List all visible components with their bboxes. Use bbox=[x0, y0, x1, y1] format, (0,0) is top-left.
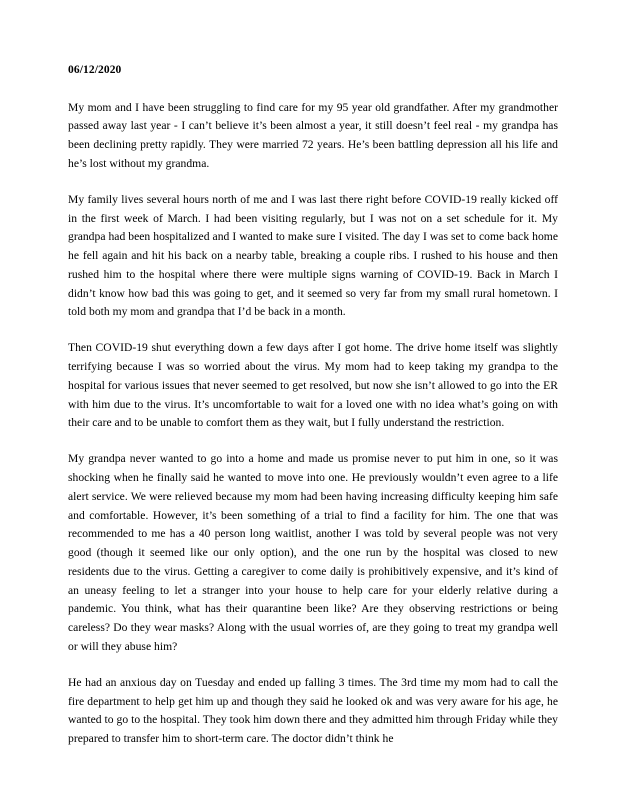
document-body bbox=[68, 99, 558, 749]
paragraph: My mom and I have been struggling to find care for my 95 year old grandfather. After my grandmother passed away last year - I can’t believe it’s been almost a year, it still doesn’t feel real - my grandpa has been declining pretty rapidly. They were married 72 years. He’s been battling depression all his life and he’s lost without my grandma. bbox=[68, 100, 558, 171]
paragraph: He had an anxious day on Tuesday and ended up falling 3 times. The 3rd time my mom had to call the fire department to help get him up and though they said he looked ok and was very aware for his age, he wanted to go to the hospital. They took him down there and they admitted him through Friday while they prepared to transfer him to short-term care. The doctor didn’t think he bbox=[68, 675, 558, 746]
paragraph: My family lives several hours north of me and I was last there right before COVID-19 really kicked off in the first week of March. I had been visiting regularly, but I was not on a set schedule for it. My grandpa had been hospitalized and I wanted to make sure I visited. The day I was set to come back home he fell again and hit his back on a nearby table, breaking a couple ribs. I rushed to his house and then rushed him to the hospital where there were multiple signs warning of COVID-19. Back in March I didn’t know how bad this was going to get, and it seemed so very far from my small rural hometown. I told both my mom and grandpa that I’d be back in a month. bbox=[68, 192, 558, 319]
document-date: 06/12/2020 bbox=[68, 64, 122, 76]
paragraph: My grandpa never wanted to go into a home and made us promise never to put him in one, so it was shocking when he finally said he wanted to move into one. He previously wouldn’t even agree to a life alert service. We were relieved because my mom had been having increasing difficulty keeping him safe and comfortable. However, it’s been something of a trial to find a facility for him. The one that was recommended to me has a 40 person long waitlist, another I was told by several people was not very good (though it seemed like our only option), and the one run by the hospital was closed to new residents due to the virus. Getting a caregiver to come daily is prohibitively expensive, and it’s kind of an uneasy feeling to let a stranger into your house to help care for your elderly relative during a pandemic. You think, what has their quarantine been like? Are they observing restrictions or being careless? Do they wear masks? Along with the usual worries of, are they going to treat my grandpa well or will they abuse him? bbox=[68, 452, 558, 653]
paragraph: Then COVID-19 shut everything down a few days after I got home. The drive home itself was slightly terrifying because I was so worried about the virus. My mom had to keep taking my grandpa to the hospital for various issues that never seemed to get resolved, but now she isn’t allowed to go into the ER with him due to the virus. It’s uncomfortable to wait for a loved one with no idea what’s going on with their care and to be unable to comfort them as they wait, but I fully understand the restriction. bbox=[68, 341, 558, 430]
